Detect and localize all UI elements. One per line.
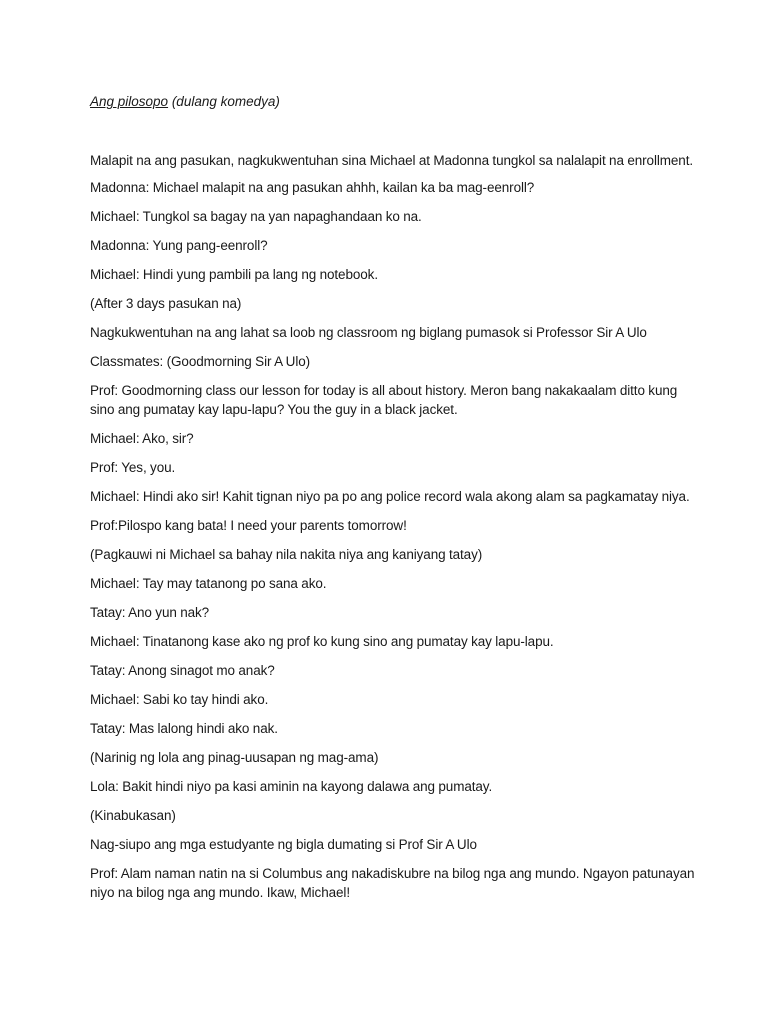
paragraph: Malapit na ang pasukan, nagkukwentuhan sina Michael at Madonna tungkol sa nalalapit na enrollment. (90, 153, 694, 168)
document-title (90, 93, 700, 111)
paragraph: Prof: Goodmorning class our lesson for today is all about history. Meron bang nakakaalam ditto kung sino ang pumatay kay lapu-lapu? You the guy in a black jacket. (90, 383, 678, 417)
paragraph: Madonna: Michael malapit na ang pasukan ahhh, kailan ka ba mag-eenroll? (90, 180, 535, 195)
paragraph: Michael: Hindi yung pambili pa lang ng notebook. (90, 267, 378, 282)
paragraph: Michael: Sabi ko tay hindi ako. (90, 692, 269, 707)
paragraph: Classmates: (Goodmorning Sir A Ulo) (90, 354, 311, 369)
paragraph: Madonna: Yung pang-eenroll? (90, 238, 268, 253)
paragraph: Nag-siupo ang mga estudyante ng bigla dumating si Prof Sir A Ulo (90, 837, 477, 852)
paragraph: Prof: Alam naman natin na si Columbus ang nakadiskubre na bilog nga ang mundo. Ngayon patunayan niyo na bilog nga ang mundo. Ikaw, Michael! (90, 866, 695, 900)
paragraph: Michael: Tay may tatanong po sana ako. (90, 576, 327, 591)
document-page (90, 93, 700, 912)
title-subtitle: (dulang komedya) (168, 94, 280, 109)
paragraph: (Pagkauwi ni Michael sa bahay nila nakita niya ang kaniyang tatay) (90, 547, 483, 562)
paragraph: (Kinabukasan) (90, 808, 176, 823)
paragraph: Prof:Pilospo kang bata! I need your parents tomorrow! (90, 518, 407, 533)
paragraph: Lola: Bakit hindi niyo pa kasi aminin na kayong dalawa ang pumatay. (90, 779, 493, 794)
paragraph: Michael: Tinatanong kase ako ng prof ko kung sino ang pumatay kay lapu-lapu. (90, 634, 554, 649)
paragraph: (Narinig ng lola ang pinag-uusapan ng mag-ama) (90, 750, 379, 765)
paragraph: Michael: Ako, sir? (90, 431, 194, 446)
paragraph: Tatay: Ano yun nak? (90, 605, 210, 620)
paragraph: (After 3 days pasukan na) (90, 296, 242, 311)
paragraph: Tatay: Mas lalong hindi ako nak. (90, 721, 278, 736)
paragraph: Tatay: Anong sinagot mo anak? (90, 663, 275, 678)
paragraph: Michael: Tungkol sa bagay na yan napaghandaan ko na. (90, 209, 422, 224)
title-underlined: Ang pilosopo (90, 94, 169, 109)
paragraph: Prof: Yes, you. (90, 460, 176, 475)
paragraph: Michael: Hindi ako sir! Kahit tignan niyo pa po ang police record wala akong alam sa pagkamatay niya. (90, 489, 690, 504)
paragraph: Nagkukwentuhan na ang lahat sa loob ng classroom ng biglang pumasok si Professor Sir A Ulo (90, 325, 647, 340)
